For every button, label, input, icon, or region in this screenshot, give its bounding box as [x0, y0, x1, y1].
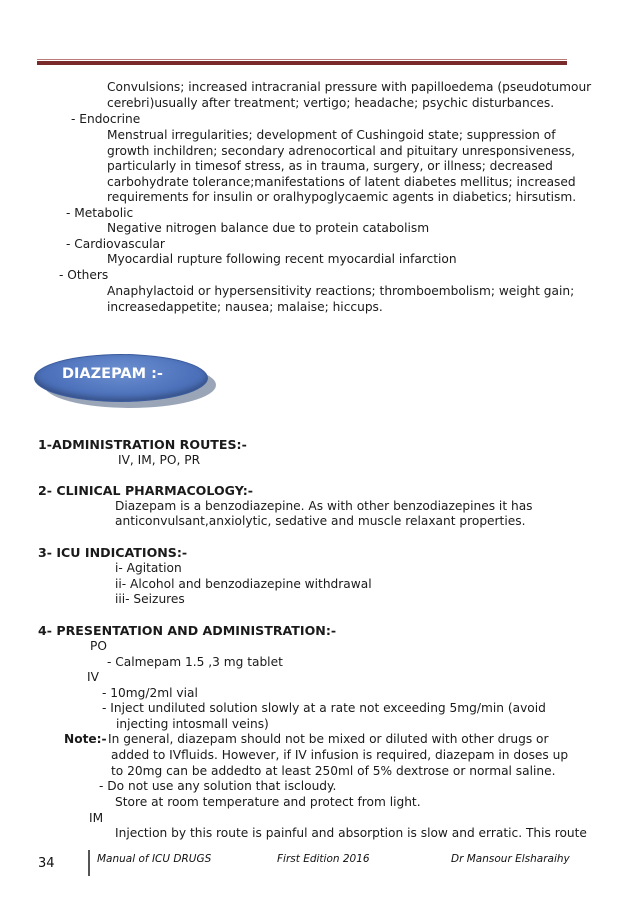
cardiovascular-label: - Cardiovascular: [66, 237, 165, 251]
cns-line-2: cerebri)usually after treatment; vertigo; headache; psychic disturbances.: [107, 96, 555, 110]
indication-item: iii- Seizures: [115, 592, 185, 606]
routes-text: IV, IM, PO, PR: [118, 453, 201, 467]
cns-line-1: Convulsions; increased intracranial pressure with papilloedema (pseudotumour: [107, 80, 592, 94]
note-line: - Do not use any solution that iscloudy.: [99, 779, 337, 793]
po-item: - Calmepam 1.5 ,3 mg tablet: [107, 655, 283, 669]
page-number: 34: [38, 856, 55, 871]
footer-author: Dr Mansour Elsharaihy: [451, 853, 570, 865]
endocrine-label: - Endocrine: [71, 112, 141, 126]
pharmacology-line: Diazepam is a benzodiazepine. As with other benzodiazepines it has: [115, 499, 533, 513]
metabolic-label: - Metabolic: [66, 206, 134, 220]
endocrine-line: particularly in timesof stress, as in trauma, surgery, or illness; decreased: [107, 159, 553, 173]
footer-edition: First Edition 2016: [277, 853, 370, 865]
po-label: PO: [90, 639, 107, 653]
iv-item: - 10mg/2ml vial: [102, 686, 198, 700]
routes-heading: 1-ADMINISTRATION ROUTES:-: [38, 437, 247, 452]
endocrine-line: carbohydrate tolerance;manifestations of latent diabetes mellitus; increased: [107, 175, 576, 189]
presentation-heading: 4- PRESENTATION AND ADMINISTRATION:-: [38, 623, 337, 638]
header-rule: [37, 61, 567, 65]
indication-item: ii- Alcohol and benzodiazepine withdrawal: [115, 577, 372, 591]
iv-label: IV: [87, 670, 99, 684]
im-label: IM: [89, 811, 104, 825]
indication-item: i- Agitation: [115, 561, 182, 575]
endocrine-line: Menstrual irregularities; development of Cushingoid state; suppression of: [107, 128, 556, 142]
endocrine-line: requirements for insulin or oralhypoglycaemic agents in diabetics; hirsutism.: [107, 190, 577, 204]
footer-manual: Manual of ICU DRUGS: [97, 853, 212, 865]
pharmacology-heading: 2- CLINICAL PHARMACOLOGY:-: [38, 483, 254, 498]
others-line: increasedappetite; nausea; malaise; hiccups.: [107, 300, 383, 314]
drug-title-badge: [30, 352, 216, 404]
drug-title: DIAZEPAM :-: [62, 366, 163, 382]
note-line: to 20mg can be addedto at least 250ml of 5% dextrose or normal saline.: [111, 764, 556, 778]
endocrine-line: growth inchildren; secondary adrenocortical and pituitary unresponsiveness,: [107, 144, 576, 158]
note-line: Store at room temperature and protect from light.: [115, 795, 421, 809]
header-rule-thin: [37, 59, 567, 60]
others-line: Anaphylactoid or hypersensitivity reactions; thromboembolism; weight gain;: [107, 284, 575, 298]
note-line: In general, diazepam should not be mixed or diluted with other drugs or: [108, 732, 549, 746]
footer-separator: [88, 850, 90, 876]
icu-indications-heading: 3- ICU INDICATIONS:-: [38, 545, 188, 560]
cardiovascular-line: Myocardial rupture following recent myocardial infarction: [107, 252, 457, 266]
iv-item-cont: injecting intosmall veins): [116, 717, 269, 731]
others-label: - Others: [59, 268, 109, 282]
iv-item: - Inject undiluted solution slowly at a rate not exceeding 5mg/min (avoid: [102, 701, 546, 715]
im-line: Injection by this route is painful and absorption is slow and erratic. This route: [115, 826, 587, 840]
metabolic-line: Negative nitrogen balance due to protein catabolism: [107, 221, 430, 235]
note-line: added to IVfluids. However, if IV infusion is required, diazepam in doses up: [111, 748, 569, 762]
pharmacology-line: anticonvulsant,anxiolytic, sedative and muscle relaxant properties.: [115, 514, 526, 528]
note-label: Note:-: [64, 732, 107, 746]
